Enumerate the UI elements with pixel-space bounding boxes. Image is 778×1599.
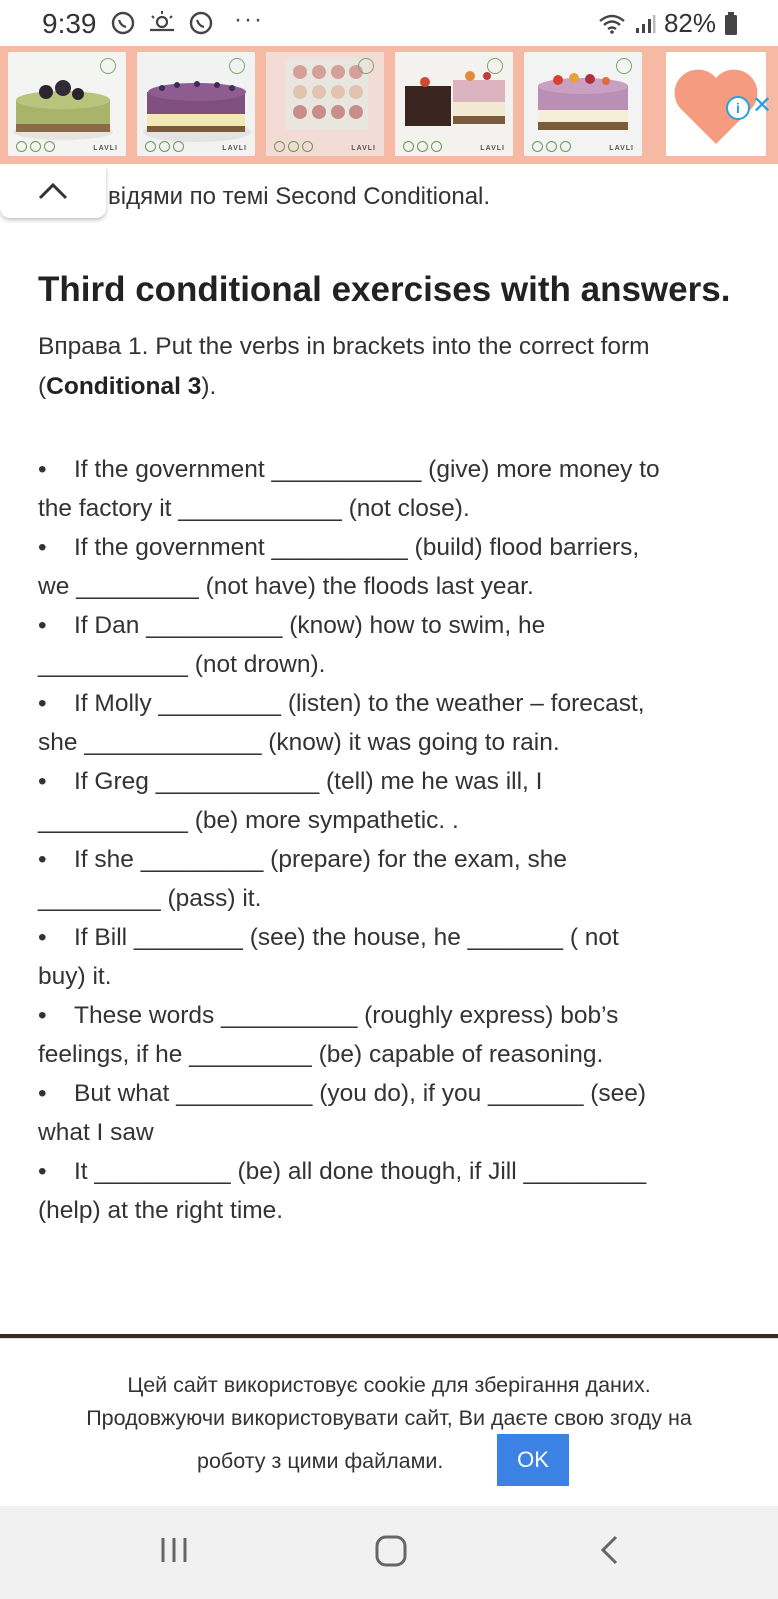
cookie-text-line-1: Цей сайт використовує cookie для зберігання даних. <box>127 1373 651 1397</box>
article-heading: Third conditional exercises with answers. <box>38 270 731 309</box>
bullet: • <box>38 1002 47 1029</box>
status-bar <box>0 0 778 46</box>
exercise-line-2: she _____________ (know) it was going to rain. <box>38 729 560 756</box>
exercise-line-1: If the government ___________ (give) more money to <box>74 456 660 483</box>
exercise-line-1: If Molly _________ (listen) to the weather – forecast, <box>74 690 645 717</box>
cookie-text-line-2: Продовжуючи використовувати сайт, Ви даєте свою згоду на <box>86 1406 692 1430</box>
exercise-line-2: _________ (pass) it. <box>38 885 262 912</box>
exercise-line-1: If Greg ____________ (tell) me he was ill, I <box>74 768 543 795</box>
list-item <box>38 762 738 840</box>
ad-logos <box>532 141 571 152</box>
battery-icon <box>724 12 738 36</box>
system-nav-bar <box>0 1506 778 1599</box>
bullet: • <box>38 924 47 951</box>
ad-logos <box>403 141 442 152</box>
exercise-line-2: we _________ (not have) the floods last year. <box>38 573 534 600</box>
signal-icon <box>634 13 656 35</box>
instruction-prefix: Вправа 1. Put the verbs in brackets into the correct form ( <box>38 333 650 400</box>
exercise-line-2: feelings, if he _________ (be) capable of reasoning. <box>38 1041 604 1068</box>
exercise-line-1: If Bill ________ (see) the house, he _______ ( not <box>74 924 619 951</box>
weather-icon <box>148 10 176 36</box>
ad-brand: LAVLI <box>351 145 376 152</box>
list-item <box>38 996 738 1074</box>
list-item <box>38 1152 738 1230</box>
list-item <box>38 606 738 684</box>
bullet: • <box>38 846 47 873</box>
exercise-line-2: ___________ (be) more sympathetic. . <box>38 807 459 834</box>
bullet: • <box>38 1158 47 1185</box>
exercise-line-1: These words __________ (roughly express) bob’s <box>74 1002 619 1029</box>
ad-seal-icon <box>229 58 245 74</box>
instruction-bold: Conditional 3 <box>46 373 202 400</box>
exercise-line-2: buy) it. <box>38 963 112 990</box>
home-icon[interactable] <box>374 1534 408 1568</box>
ad-brand: LAVLI <box>609 145 634 152</box>
ad-close-icon[interactable]: ✕ <box>752 92 773 119</box>
ad-logos <box>16 141 55 152</box>
cookie-text-line-3: роботу з цими файлами. <box>197 1449 444 1473</box>
list-item <box>38 918 738 996</box>
viber-icon <box>188 10 214 36</box>
ad-image-dessert-box[interactable] <box>266 52 384 156</box>
exercise-line-1: If she _________ (prepare) for the exam, she <box>74 846 568 873</box>
battery-percent: 82% <box>663 8 716 38</box>
exercise-line-2: the factory it ____________ (not close). <box>38 495 470 522</box>
ad-banner[interactable] <box>0 46 778 164</box>
instruction-suffix: ). <box>201 373 217 400</box>
exercise-line-2: what I saw <box>38 1119 154 1146</box>
collapse-ad-button[interactable] <box>0 166 106 218</box>
ad-seal-icon <box>616 58 632 74</box>
ad-brand: LAVLI <box>222 145 247 152</box>
ad-logos <box>145 141 184 152</box>
ad-image-pistachio-cake[interactable] <box>8 52 126 156</box>
exercise-line-2: ___________ (not drown). <box>38 651 326 678</box>
bullet: • <box>38 534 47 561</box>
exercise-line-1: But what __________ (you do), if you _______ (see) <box>74 1080 647 1107</box>
cookie-ok-button[interactable]: OK <box>497 1434 569 1486</box>
exercise-instruction <box>38 327 738 407</box>
bullet: • <box>38 690 47 717</box>
list-item <box>38 1074 738 1152</box>
list-item <box>38 450 738 528</box>
bullet: • <box>38 1080 47 1107</box>
ad-image-blueberry-cake[interactable] <box>137 52 255 156</box>
ad-seal-icon <box>487 58 503 74</box>
ad-logos <box>274 141 313 152</box>
exercise-line-1: If Dan __________ (know) how to swim, he <box>74 612 546 639</box>
heart-icon <box>666 52 766 156</box>
exercise-line-2: (help) at the right time. <box>38 1197 284 1224</box>
back-icon[interactable] <box>598 1534 620 1566</box>
ad-info-icon[interactable]: i <box>726 96 750 120</box>
list-item <box>38 528 738 606</box>
bullet: • <box>38 768 47 795</box>
cookie-banner <box>0 1338 778 1507</box>
more-notifications-icon: ··· <box>234 6 264 33</box>
list-item <box>38 684 738 762</box>
ad-image-cake-slices[interactable] <box>395 52 513 156</box>
exercise-line-1: It __________ (be) all done though, if Jill _________ <box>74 1158 647 1185</box>
exercise-line-1: If the government __________ (build) flood barriers, <box>74 534 640 561</box>
recent-apps-icon[interactable] <box>158 1534 190 1566</box>
ad-brand: LAVLI <box>93 145 118 152</box>
bullet: • <box>38 612 47 639</box>
bullet: • <box>38 456 47 483</box>
ad-image-berry-cheesecake[interactable] <box>524 52 642 156</box>
ad-brand: LAVLI <box>480 145 505 152</box>
viber-icon <box>110 10 136 36</box>
wifi-icon <box>598 13 626 35</box>
ad-seal-icon <box>358 58 374 74</box>
ad-seal-icon <box>100 58 116 74</box>
previous-paragraph-text: відями по темі Second Conditional. <box>108 183 491 210</box>
status-right <box>598 8 738 39</box>
list-item <box>38 840 738 918</box>
chevron-up-icon <box>38 182 68 200</box>
exercise-list <box>38 450 738 1230</box>
ad-heart-tile[interactable] <box>666 52 766 156</box>
notification-icons <box>110 6 264 36</box>
status-time: 9:39 <box>42 8 97 39</box>
